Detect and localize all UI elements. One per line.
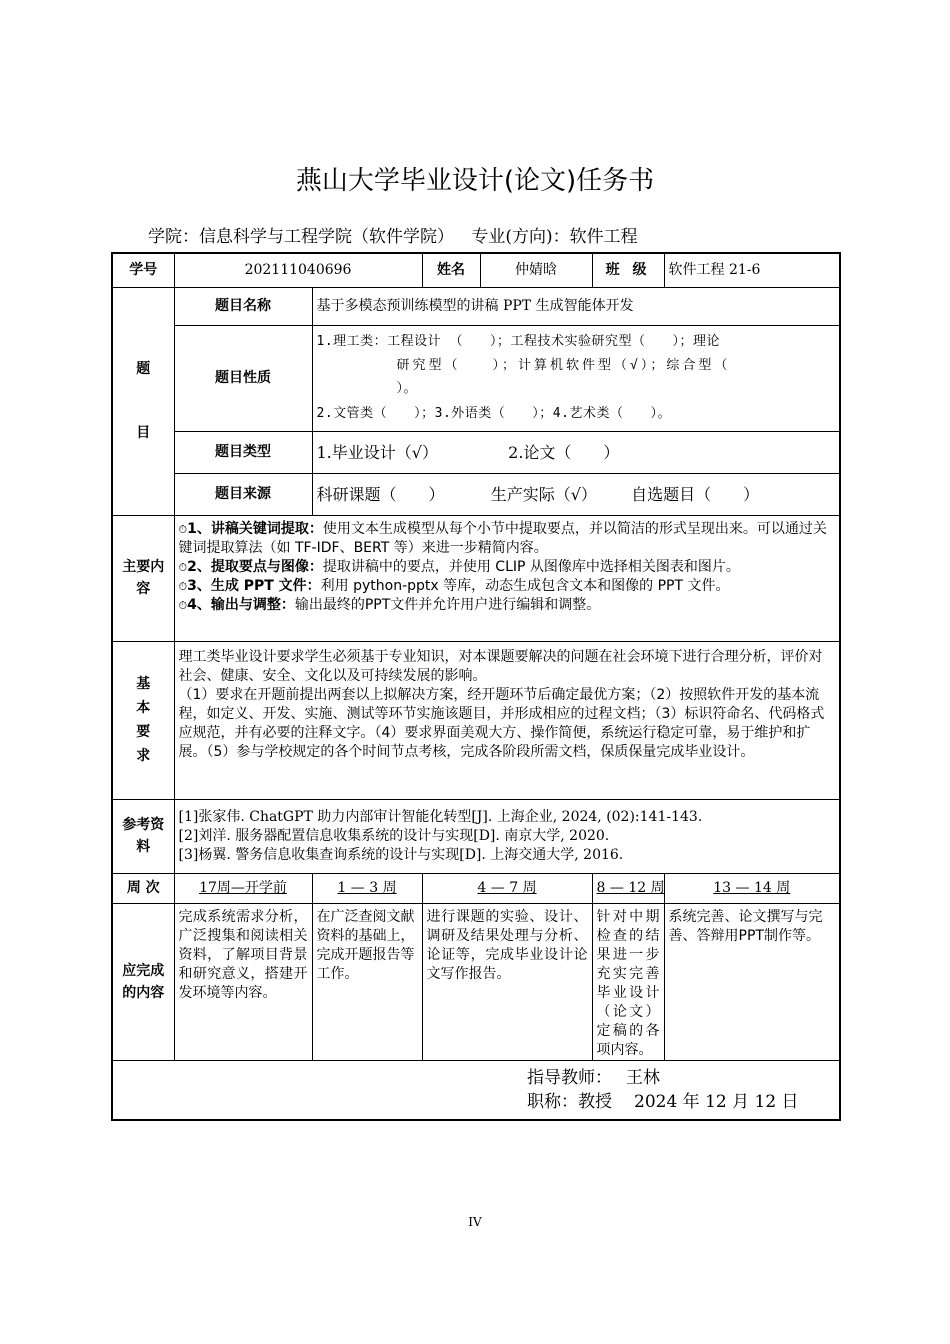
document-title: 燕山大学毕业设计(论文)任务书 bbox=[295, 166, 655, 196]
task-cell: 系统完善、论文撰写与完善、答辩用PPT制作等。 bbox=[664, 903, 840, 1060]
item-text: 使用文本生成模型从每个小节中提取要点，并以简洁的形式呈现出来。可以通过关键词提取算法（如 TF-IDF、BERT 等）来进一步精简内容。 bbox=[178, 520, 827, 556]
title-label: 职称： bbox=[527, 1091, 578, 1112]
reference-item: [2]刘洋. 服务器配置信息收集系统的设计与实现[D]. 南京大学, 2020. bbox=[178, 827, 610, 844]
week-cell bbox=[422, 873, 592, 903]
advisor-name: 王林 bbox=[626, 1067, 660, 1088]
task-cell: 进行课题的实验、设计、调研及结果处理与分析、论证等，完成毕业设计论文写作报告。 bbox=[422, 903, 592, 1060]
signoff-row bbox=[112, 1060, 840, 1120]
major-label: 专业(方向)： bbox=[471, 227, 570, 247]
task-cell: 在广泛查阅文献资料的基础上，完成开题报告等工作。 bbox=[312, 903, 422, 1060]
main-content-label: 主要内容 bbox=[112, 515, 174, 641]
weeks-label: 周 次 bbox=[112, 873, 174, 903]
topic-type-label: 题目类型 bbox=[174, 431, 312, 473]
item-head: 3、生成 PPT 文件： bbox=[187, 577, 321, 594]
student-id-value: 202111040696 bbox=[174, 253, 422, 287]
nature-line-4: 2.文管类（ ）；3.外语类（ ）；4.艺术类（ ）。 bbox=[316, 406, 671, 421]
week-cell bbox=[174, 873, 312, 903]
main-content-item: ⏱2、提取要点与图像：提取讲稿中的要点，并使用 CLIP 从图像库中选择相关图表和图片。 bbox=[178, 558, 740, 575]
task-table bbox=[111, 252, 841, 1121]
student-name-value: 仲婧晗 bbox=[480, 253, 592, 287]
topic-name-label: 题目名称 bbox=[174, 287, 312, 325]
topic-nature-label: 题目性质 bbox=[174, 325, 312, 431]
week-cell bbox=[312, 873, 422, 903]
nature-line-3: ）。 bbox=[396, 381, 418, 396]
references-row bbox=[112, 799, 840, 873]
item-text: 提取讲稿中的要点，并使用 CLIP 从图像库中选择相关图表和图片。 bbox=[322, 558, 740, 575]
topic-type-row bbox=[112, 431, 840, 473]
requirements-para-2: （1）要求在开题前提出两套以上拟解决方案，经开题环节后确定最优方案；（2）按照软件开发的基本流程，如定义、开发、实施、测试等环节实施该题目，并形成相应的过程文档；（3）标识符命名、代码格式应规范，并有必要的注释文字。（4）要求界面美观大方、操作简便，系统运行稳定可靠，易于维护和扩展。（5）参与学校规定的各个时间节点考核，完成各阶段所需文档，保质保量完成毕业设计。 bbox=[178, 686, 825, 760]
week-value: 8 — 12 周 bbox=[596, 879, 665, 896]
topic-name-row bbox=[112, 287, 840, 325]
signoff-cell bbox=[112, 1060, 840, 1120]
task-cell: 完成系统需求分析，广泛搜集和阅读相关资料，了解项目背景和研究意义，搭建开发环境等内容。 bbox=[174, 903, 312, 1060]
type-option-2: 2.论文（ ） bbox=[508, 442, 620, 462]
title-date-line bbox=[527, 1090, 835, 1114]
topic-nature-row bbox=[112, 325, 840, 431]
item-head: 4、输出与调整： bbox=[187, 596, 295, 613]
item-text: 输出最终的PPT文件并允许用户进行编辑和调整。 bbox=[294, 596, 601, 613]
references-label: 参考资料 bbox=[112, 799, 174, 873]
school-label: 学院： bbox=[148, 227, 199, 247]
weeks-row bbox=[112, 873, 840, 903]
requirements-value bbox=[174, 641, 840, 799]
title-value: 教授 bbox=[578, 1091, 612, 1112]
major-value: 软件工程 bbox=[569, 227, 638, 247]
topic-source-row bbox=[112, 473, 840, 515]
main-content-value bbox=[174, 515, 840, 641]
reference-item: [3]杨翼. 警务信息收集查询系统的设计与实现[D]. 上海交通大学, 2016. bbox=[178, 846, 624, 863]
item-text: 利用 python-pptx 等库，动态生成包含文本和图像的 PPT 文件。 bbox=[320, 577, 730, 594]
topic-type-value bbox=[312, 431, 840, 473]
source-option-2: 生产实际（√） bbox=[490, 484, 597, 504]
page-number: IV bbox=[468, 1215, 482, 1229]
main-content-item: ⏱4、输出与调整：输出最终的PPT文件并允许用户进行编辑和调整。 bbox=[178, 596, 601, 613]
reference-item: [1]张家伟. ChatGPT 助力内部审计智能化转型[J]. 上海企业, 2024, (02):141-143. bbox=[178, 808, 703, 825]
signoff-date: 2024 年 12 月 12 日 bbox=[634, 1091, 799, 1112]
source-option-1: 科研课题（ ） bbox=[316, 484, 445, 504]
student-id-label: 学号 bbox=[112, 253, 174, 287]
source-option-3: 自选题目（ ） bbox=[631, 484, 760, 504]
class-label: 班 级 bbox=[592, 253, 664, 287]
week-value: 1 — 3 周 bbox=[337, 879, 397, 896]
week-cell bbox=[592, 873, 664, 903]
tasks-label: 应完成的内容 bbox=[112, 903, 174, 1060]
requirements-row bbox=[112, 641, 840, 799]
topic-source-label: 题目来源 bbox=[174, 473, 312, 515]
week-value: 13 — 14 周 bbox=[713, 879, 791, 896]
main-content-row bbox=[112, 515, 840, 641]
week-value: 4 — 7 周 bbox=[477, 879, 537, 896]
nature-line-1: 1.理工类：工程设计 （ ）；工程技术实验研究型（ ）；理论 bbox=[316, 334, 720, 349]
tasks-row bbox=[112, 903, 840, 1060]
main-content-item: ⏱1、讲稿关键词提取：使用文本生成模型从每个小节中提取要点，并以简洁的形式呈现出来。可以通过关键词提取算法（如 TF-IDF、BERT 等）来进一步精简内容。 bbox=[178, 520, 827, 556]
week-cell bbox=[664, 873, 840, 903]
nature-line-2: 研究型（ ）；计算机软件型（√）；综合型（ bbox=[396, 358, 731, 373]
topic-group-label-1: 题 bbox=[136, 361, 151, 377]
requirements-label: 基本要求 bbox=[112, 641, 174, 799]
type-option-1: 1.毕业设计（√） bbox=[316, 442, 438, 462]
requirements-para-1: 理工类毕业设计要求学生必须基于专业知识，对本课题要解决的问题在社会环境下进行合理分析，评价对社会、健康、安全、文化以及可持续发展的影响。 bbox=[178, 648, 823, 684]
references-value bbox=[174, 799, 840, 873]
advisor-label: 指导教师： bbox=[527, 1067, 612, 1088]
advisor-line bbox=[527, 1066, 835, 1090]
topic-source-value bbox=[312, 473, 840, 515]
topic-group-label-2: 目 bbox=[136, 425, 151, 441]
item-head: 2、提取要点与图像： bbox=[187, 558, 323, 575]
student-row bbox=[112, 253, 840, 287]
task-cell: 针对中期检查的结果进一步充实完善毕业设计（论文）定稿的各项内容。 bbox=[592, 903, 664, 1060]
school-value: 信息科学与工程学院（软件学院） bbox=[199, 227, 454, 247]
main-content-item: ⏱3、生成 PPT 文件：利用 python-pptx 等库，动态生成包含文本和图像的 PPT 文件。 bbox=[178, 577, 730, 594]
topic-group-label bbox=[112, 287, 174, 515]
student-name-label: 姓名 bbox=[422, 253, 480, 287]
item-head: 1、讲稿关键词提取： bbox=[187, 520, 323, 537]
topic-name-value: 基于多模态预训练模型的讲稿 PPT 生成智能体开发 bbox=[312, 287, 840, 325]
school-major-line bbox=[148, 222, 650, 247]
class-value: 软件工程 21-6 bbox=[664, 253, 840, 287]
topic-nature-value bbox=[312, 325, 840, 431]
week-value: 17周—开学前 bbox=[199, 879, 287, 896]
